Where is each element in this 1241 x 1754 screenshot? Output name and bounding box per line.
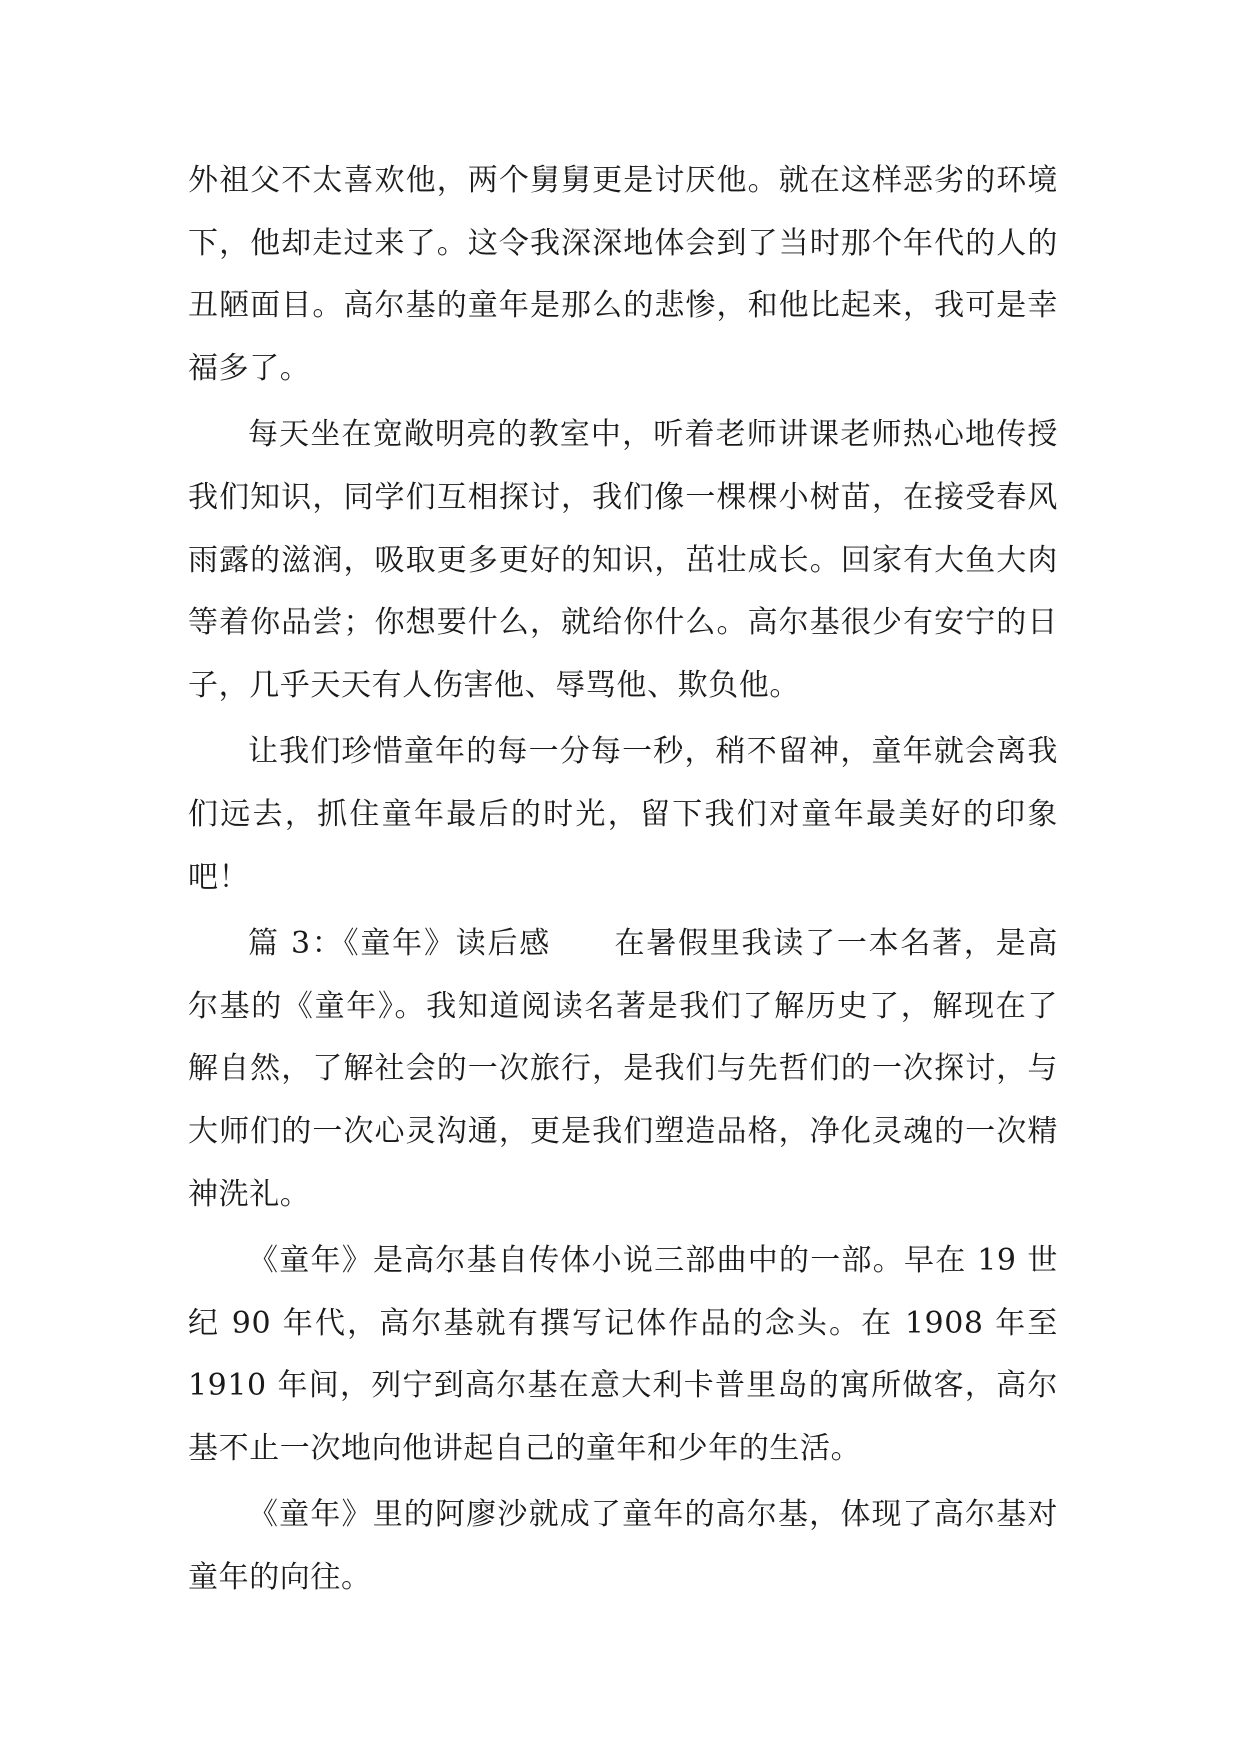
paragraph-4: 篇 3：《童年》读后感 在暑假里我读了一本名著，是高尔基的《童年》。我知道阅读名著是我们了解历史了，解现在了解自然，了解社会的一次旅行，是我们与先哲们的一次探讨，与大师们的一次心灵沟通，更是我们塑造品格，净化灵魂的一次精神洗礼。 [188,926,1058,1212]
paragraph-5: 《童年》是高尔基自传体小说三部曲中的一部。早在 19 世纪 90 年代，高尔基就有撰写记体作品的念头。在 1908 年至 1910 年间，列宁到高尔基在意大利卡普里岛的寓所做客，高尔基不止一次地向他讲起自己的童年和少年的生活。 [188,1243,1058,1466]
paragraph-6: 《童年》里的阿廖沙就成了童年的高尔基，体现了高尔基对童年的向往。 [188,1497,1058,1596]
document-body [188,150,1058,1610]
paragraph-1: 外祖父不太喜欢他，两个舅舅更是讨厌他。就在这样恶劣的环境下，他却走过来了。这令我深深地体会到了当时那个年代的人的丑陋面目。高尔基的童年是那么的悲惨，和他比起来，我可是幸福多了。 [188,163,1058,386]
paragraph-2: 每天坐在宽敞明亮的教室中，听着老师讲课老师热心地传授我们知识，同学们互相探讨，我们像一棵棵小树苗，在接受春风雨露的滋润，吸取更多更好的知识，茁壮成长。回家有大鱼大肉等着你品尝；你想要什么，就给你什么。高尔基很少有安宁的日子，几乎天天有人伤害他、辱骂他、欺负他。 [188,417,1058,703]
paragraph-3: 让我们珍惜童年的每一分每一秒，稍不留神，童年就会离我们远去，抓住童年最后的时光，留下我们对童年最美好的印象吧！ [188,734,1058,895]
